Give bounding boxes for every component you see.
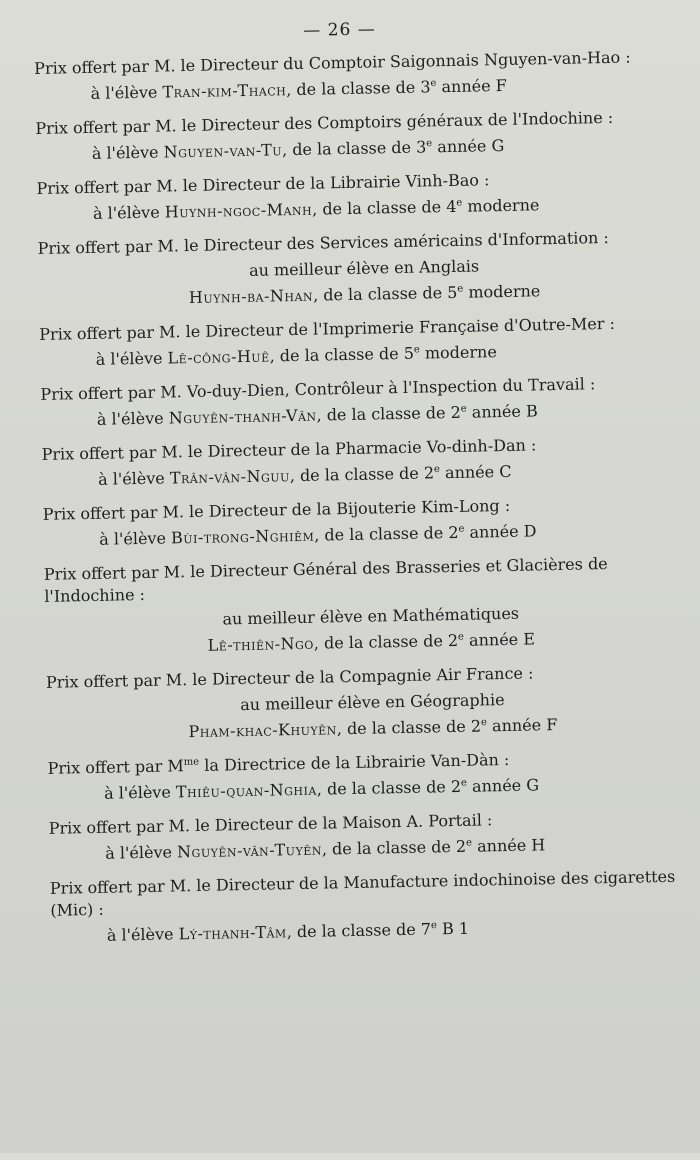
class-suffix: année F [436, 75, 507, 97]
recipient-name: Lê-thiên-Ngo [207, 633, 314, 655]
class-text: , de la classe de 2 [316, 776, 462, 799]
recipient-name: Pham-khac-Khuyên [188, 719, 337, 742]
recipient-name: Lê-công-Huê [167, 346, 270, 368]
recipient-prefix: à l'élève [97, 468, 165, 489]
class-sup: e [430, 77, 437, 90]
class-text: , de la classe de 2 [313, 630, 459, 653]
class-sup: e [457, 631, 465, 643]
recipient-prefix: à l'élève [96, 408, 164, 429]
recipient-prefix: à l'élève [95, 348, 163, 369]
class-sup: e [433, 463, 441, 476]
recipient-prefix: à l'élève [103, 782, 171, 803]
prize-donor: Prix offert par M. le Directeur de la Bijouterie Kim-Long : [42, 495, 511, 524]
recipient-name: Lý-thanh-Tâm [178, 922, 287, 944]
prize-donor: Prix offert par M. le Directeur des Comptoirs généraux de l'Indochine : [35, 107, 614, 138]
prize-list [0, 45, 700, 960]
prize-donor: Prix offert par M. le Directeur de la Maison A. Portail : [48, 810, 493, 838]
recipient-prefix: à l'élève [99, 528, 167, 549]
class-suffix: moderne [462, 195, 540, 216]
prize-entry [0, 431, 698, 492]
class-suffix: année G [466, 775, 540, 796]
prize-distinction: au meilleur élève en Géographie [240, 690, 505, 715]
class-text: , de la classe de 3 [286, 77, 431, 100]
prize-entry [5, 805, 700, 866]
recipient-name: Bùi-trong-Nghiêm [170, 525, 315, 548]
recipient-name: Nguyên-thanh-Vân [168, 405, 317, 428]
class-suffix: année B [466, 401, 538, 422]
page-number: — 26 — [303, 19, 376, 41]
prize-donor: Prix offert par M. le Directeur des Services américains d'Information : [37, 227, 609, 258]
prize-donor: Prix offert par M. le Directeur de la Librairie Vinh-Bao : [36, 170, 490, 198]
recipient-prefix: à l'élève [92, 202, 160, 223]
recipient-name: Thiêu-quan-Nghia [175, 779, 317, 802]
prize-donor: Prix offert par M. Vo-duy-Dien, Contrôleur à l'Inspection du Travail : [40, 374, 596, 404]
prize-entry [6, 865, 700, 948]
recipient-prefix: à l'élève [105, 842, 173, 863]
class-suffix: année H [471, 835, 546, 856]
class-sup: e [456, 197, 463, 209]
class-suffix: année G [432, 135, 505, 157]
recipient-name: Huynh-ngoc-Manh [164, 199, 313, 222]
class-text: , de la classe de 5 [269, 343, 415, 366]
class-sup: e [480, 717, 488, 729]
class-suffix: moderne [463, 281, 541, 302]
prize-donor: Prix offert par M. le Directeur de la Pharmacie Vo-dinh-Dan : [41, 435, 537, 464]
prize-entry [0, 105, 692, 166]
prize-entry [0, 311, 696, 372]
prize-donor: Prix offert par M. le Directeur Général des Brasseries et Glacières de l'Indochine : [43, 554, 608, 606]
class-suffix: B 1 [436, 918, 470, 939]
prize-donor: Prix offert par M. le Directeur de l'Imprimerie Française d'Outre-Mer : [39, 313, 616, 344]
donor-text: Prix offert par M [47, 756, 184, 778]
recipient-name: Huynh-ba-Nhan [188, 285, 314, 308]
prize-donor: Prix offert par M. le Directeur du Comptoir Saigonnais Nguyen-van-Hao : [34, 47, 631, 78]
class-sup: e [457, 283, 464, 295]
prize-entry [2, 659, 700, 746]
prize-distinction: au meilleur élève en Anglais [248, 256, 480, 280]
class-text: , de la classe de 2 [289, 463, 435, 486]
recipient-name: Nguyên-vân-Tuyên [176, 839, 323, 862]
class-text: , de la classe de 2 [314, 522, 459, 545]
prize-donor: Prix offert par M. le Directeur de la Compagnie Air France : [45, 663, 534, 692]
recipient-name: Nguyen-van-Tu [163, 140, 283, 162]
class-sup: e [426, 138, 433, 150]
recipient-prefix: à l'élève [91, 142, 159, 163]
class-sup: e [460, 777, 468, 789]
class-suffix: année F [486, 715, 558, 736]
prize-entry [0, 491, 699, 552]
prize-entry [3, 745, 700, 806]
prize-distinction: au meilleur élève en Mathématiques [222, 603, 520, 629]
prize-entry [0, 551, 700, 660]
class-text: , de la classe de 4 [311, 196, 457, 219]
class-text: , de la classe de 5 [312, 282, 458, 305]
donor-sup: me [183, 756, 200, 768]
class-suffix: année D [464, 521, 537, 542]
class-text: , de la classe de 2 [316, 402, 461, 425]
prize-entry [0, 45, 691, 106]
prize-entry [0, 165, 693, 226]
class-suffix: moderne [419, 342, 498, 363]
prize-entry [0, 225, 695, 312]
recipient-name: Trân-vân-Nguu [169, 466, 290, 488]
class-sup: e [460, 403, 467, 415]
class-text: , de la classe de 3 [281, 137, 427, 160]
prize-donor: Prix offert par M. le Directeur de la Manufacture indochinoise des cigarettes (Mic) : [49, 866, 676, 920]
prize-entry [0, 371, 697, 432]
class-suffix: année C [439, 461, 512, 483]
class-sup: e [465, 837, 473, 849]
class-suffix: année E [463, 629, 536, 650]
class-text: , de la classe de 2 [336, 716, 482, 739]
donor-text: la Directrice de la Librairie Van-Dàn : [199, 749, 510, 775]
class-text: , de la classe de 2 [321, 836, 467, 859]
class-sup: e [413, 344, 420, 356]
class-sup: e [458, 523, 465, 535]
recipient-prefix: à l'élève [106, 924, 174, 945]
recipient-name: Tran-kim-Thach [162, 80, 287, 102]
class-text: , de la classe de 7 [286, 919, 432, 942]
recipient-prefix: à l'élève [90, 82, 158, 103]
class-sup: e [430, 920, 437, 932]
